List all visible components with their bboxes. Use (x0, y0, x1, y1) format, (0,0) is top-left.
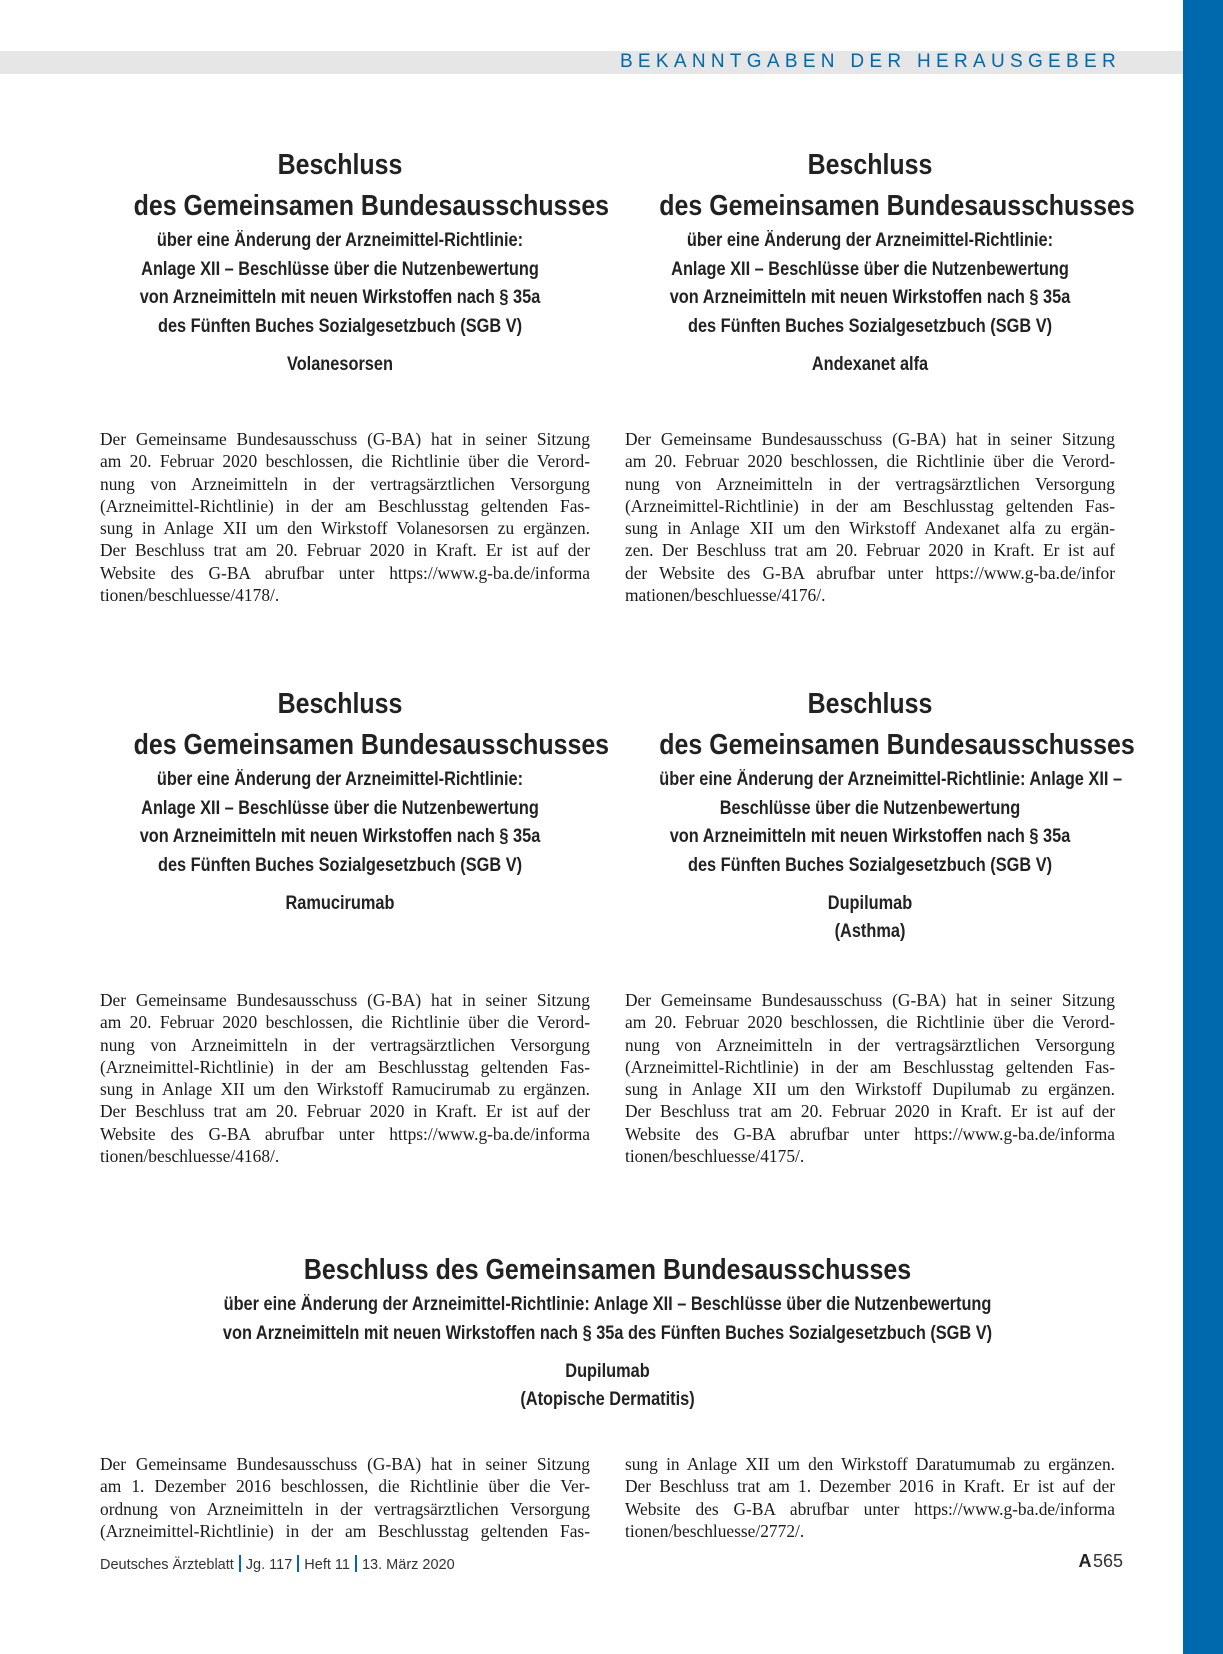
body-line: Der Beschluss trat am 20. Februar 2020 in Kraft. Er ist auf der (100, 540, 590, 561)
article-subtitle-line: über eine Änderung der Arzneimittel-Richtlinie: (686, 230, 1054, 251)
article-subtitle-line: über eine Änderung der Arzneimittel-Richtlinie: (156, 230, 524, 251)
body-line: mationen/beschluesse/4176/. (625, 585, 826, 606)
article-dupilumab-asthma (625, 684, 1135, 946)
body-line: am 20. Februar 2020 beschlossen, die Richtlinie über die Verord- (100, 451, 590, 472)
body-line: nung von Arzneimitteln in der vertragsärztlichen Versorgung (625, 473, 1115, 494)
article-title-line: Beschluss des Gemeinsamen Bundesausschusses (303, 1254, 912, 1286)
article-body-column-1 (100, 1453, 590, 1542)
article-heading (100, 684, 610, 918)
article-subtitle-line: über eine Änderung der Arzneimittel-Richtlinie: Anlage XII – (659, 769, 1123, 790)
footer-citation (100, 1555, 455, 1573)
article-title-line: des Gemeinsamen Bundesausschusses (659, 729, 1135, 761)
body-line: sung in Anlage XII um den Wirkstoff Ramucirumab zu ergänzen. (100, 1079, 590, 1100)
drug-indication: (Atopische Dermatitis) (520, 1389, 695, 1410)
article-subtitle-line: Anlage XII – Beschlüsse über die Nutzenbewertung (141, 797, 539, 819)
article-subtitle-line: Anlage XII – Beschlüsse über die Nutzenbewertung (141, 258, 539, 280)
article-title-line: des Gemeinsamen Bundesausschusses (133, 190, 610, 222)
article-heading (100, 145, 610, 379)
article-heading (625, 145, 1135, 379)
journal-volume: Jg. 117 (245, 1557, 293, 1573)
body-line: (Arzneimittel-Richtlinie) in der am Beschlusstag geltenden Fas- (100, 1520, 590, 1541)
drug-name: Andexanet alfa (811, 354, 929, 375)
body-line: Der Gemeinsame Bundesausschuss (G-BA) hat in seiner Sitzung (100, 1454, 590, 1474)
article-title-line: Beschluss (807, 688, 933, 720)
page-prefix: A (1078, 1551, 1092, 1571)
side-accent-bar (1183, 0, 1223, 1654)
body-line: Website des G-BA abrufbar unter https://www.g-ba.de/informa (100, 1123, 590, 1144)
article-title-line: Beschluss (807, 149, 933, 181)
article-body (625, 428, 1115, 606)
article-subtitle-line: von Arzneimitteln mit neuen Wirkstoffen nach § 35a (139, 826, 541, 847)
drug-indication: (Asthma) (834, 921, 906, 942)
article-body (625, 989, 1115, 1167)
body-line: (Arzneimittel-Richtlinie) in der am Beschlusstag geltenden Fas- (100, 1056, 590, 1077)
body-line: nung von Arzneimitteln in der vertragsärztlichen Versorgung (100, 1034, 590, 1055)
body-line: Der Beschluss trat am 1. Dezember 2016 in Kraft. Er ist auf der (625, 1476, 1115, 1497)
article-subtitle-line: von Arzneimitteln mit neuen Wirkstoffen nach § 35a (139, 287, 541, 308)
article-body-column-2 (625, 1453, 1115, 1542)
body-line: sung in Anlage XII um den Wirkstoff Andexanet alfa zu ergän- (625, 518, 1115, 539)
article-title-line: Beschluss (277, 688, 403, 720)
body-line: nung von Arzneimitteln in der vertragsärztlichen Versorgung (625, 1034, 1115, 1055)
drug-name: Dupilumab (565, 1361, 650, 1382)
body-line: Der Beschluss trat am 20. Februar 2020 in Kraft. Er ist auf der (100, 1101, 590, 1122)
article-heading (100, 1250, 1115, 1414)
drug-name: Volanesorsen (287, 354, 393, 375)
article-subtitle-line: von Arzneimitteln mit neuen Wirkstoffen nach § 35a (669, 287, 1071, 308)
article-volanesorsen (100, 145, 610, 379)
body-line: Website des G-BA abrufbar unter https://www.g-ba.de/informa (100, 562, 590, 583)
body-line: Website des G-BA abrufbar unter https://www.g-ba.de/informa (625, 1498, 1115, 1519)
footer-separator (355, 1555, 357, 1572)
body-line: am 1. Dezember 2016 beschlossen, die Richtlinie über die Ver- (100, 1476, 590, 1497)
article-subtitle-line: über eine Änderung der Arzneimittel-Richtlinie: Anlage XII – Beschlüsse über die Nutzenbewertung (223, 1294, 992, 1315)
body-line: der Website des G-BA abrufbar unter https://www.g-ba.de/infor (625, 562, 1115, 583)
article-body (100, 428, 590, 606)
article-subtitle-line: von Arzneimitteln mit neuen Wirkstoffen nach § 35a des Fünften Buches Sozialgesetzbuch (SGB V) (222, 1322, 993, 1344)
body-line: sung in Anlage XII um den Wirkstoff Daratumumab zu ergänzen. (625, 1454, 1115, 1474)
body-line: Der Gemeinsame Bundesausschuss (G-BA) hat in seiner Sitzung (100, 429, 590, 449)
article-subtitle-line: des Fünften Buches Sozialgesetzbuch (SGB V) (687, 854, 1053, 876)
body-line: zen. Der Beschluss trat am 20. Februar 2020 in Kraft. Er ist auf (625, 540, 1115, 561)
issue-date: 13. März 2020 (361, 1557, 455, 1573)
article-body (100, 989, 590, 1167)
article-subtitle-line: Anlage XII – Beschlüsse über die Nutzenbewertung (671, 258, 1069, 280)
body-line: tionen/beschluesse/4168/. (100, 1146, 280, 1167)
drug-name: Ramucirumab (285, 893, 395, 914)
article-subtitle-line: des Fünften Buches Sozialgesetzbuch (SGB V) (687, 315, 1053, 337)
article-ramucirumab (100, 684, 610, 918)
journal-name: Deutsches Ärzteblatt (100, 1557, 234, 1573)
article-andexanet-alfa (625, 145, 1135, 379)
footer-separator (297, 1555, 299, 1572)
drug-name: Dupilumab (827, 893, 913, 914)
body-line: tionen/beschluesse/2772/. (625, 1520, 805, 1541)
article-subtitle-line: von Arzneimitteln mit neuen Wirkstoffen nach § 35a (669, 826, 1071, 847)
article-subtitle-line: über eine Änderung der Arzneimittel-Richtlinie: (156, 769, 524, 790)
body-line: am 20. Februar 2020 beschlossen, die Richtlinie über die Verord- (100, 1012, 590, 1033)
journal-issue: Heft 11 (304, 1557, 350, 1573)
body-line: tionen/beschluesse/4178/. (100, 585, 280, 606)
body-line: Der Gemeinsame Bundesausschuss (G-BA) hat in seiner Sitzung (625, 990, 1115, 1010)
body-line: (Arzneimittel-Richtlinie) in der am Beschlusstag geltenden Fas- (625, 1056, 1115, 1077)
article-title-line: Beschluss (277, 149, 403, 181)
body-line: Der Beschluss trat am 20. Februar 2020 in Kraft. Er ist auf der (625, 1101, 1115, 1122)
body-line: nung von Arzneimitteln in der vertragsärztlichen Versorgung (100, 473, 590, 494)
body-line: (Arzneimittel-Richtlinie) in der am Beschlusstag geltenden Fas- (100, 495, 590, 516)
section-header: BEKANNTGABEN DER HERAUSGEBER (619, 51, 1121, 72)
body-line: Website des G-BA abrufbar unter https://www.g-ba.de/informa (625, 1123, 1115, 1144)
article-dupilumab-atopische-dermatitis (100, 1250, 1115, 1414)
body-line: sung in Anlage XII um den Wirkstoff Dupilumab zu ergänzen. (625, 1079, 1115, 1100)
body-line: (Arzneimittel-Richtlinie) in der am Beschlusstag geltenden Fas- (625, 495, 1115, 516)
body-line: am 20. Februar 2020 beschlossen, die Richtlinie über die Verord- (625, 451, 1115, 472)
article-heading (625, 684, 1135, 946)
article-subtitle-line: des Fünften Buches Sozialgesetzbuch (SGB V) (157, 315, 523, 337)
body-line: sung in Anlage XII um den Wirkstoff Volanesorsen zu ergänzen. (100, 518, 590, 539)
body-line: Der Gemeinsame Bundesausschuss (G-BA) hat in seiner Sitzung (100, 990, 590, 1010)
page-number-value: 565 (1092, 1551, 1123, 1571)
body-line: ordnung von Arzneimitteln in der vertragsärztlichen Versorgung (100, 1498, 590, 1519)
article-title-line: des Gemeinsamen Bundesausschusses (133, 729, 610, 761)
article-title-line: des Gemeinsamen Bundesausschusses (659, 190, 1135, 222)
article-subtitle-line: des Fünften Buches Sozialgesetzbuch (SGB V) (157, 854, 523, 876)
article-subtitle-line: Beschlüsse über die Nutzenbewertung (719, 797, 1021, 819)
body-line: am 20. Februar 2020 beschlossen, die Richtlinie über die Verord- (625, 1012, 1115, 1033)
body-line: tionen/beschluesse/4175/. (625, 1146, 805, 1167)
footer-separator (239, 1555, 241, 1572)
body-line: Der Gemeinsame Bundesausschuss (G-BA) hat in seiner Sitzung (625, 429, 1115, 449)
page-number (1078, 1551, 1123, 1572)
